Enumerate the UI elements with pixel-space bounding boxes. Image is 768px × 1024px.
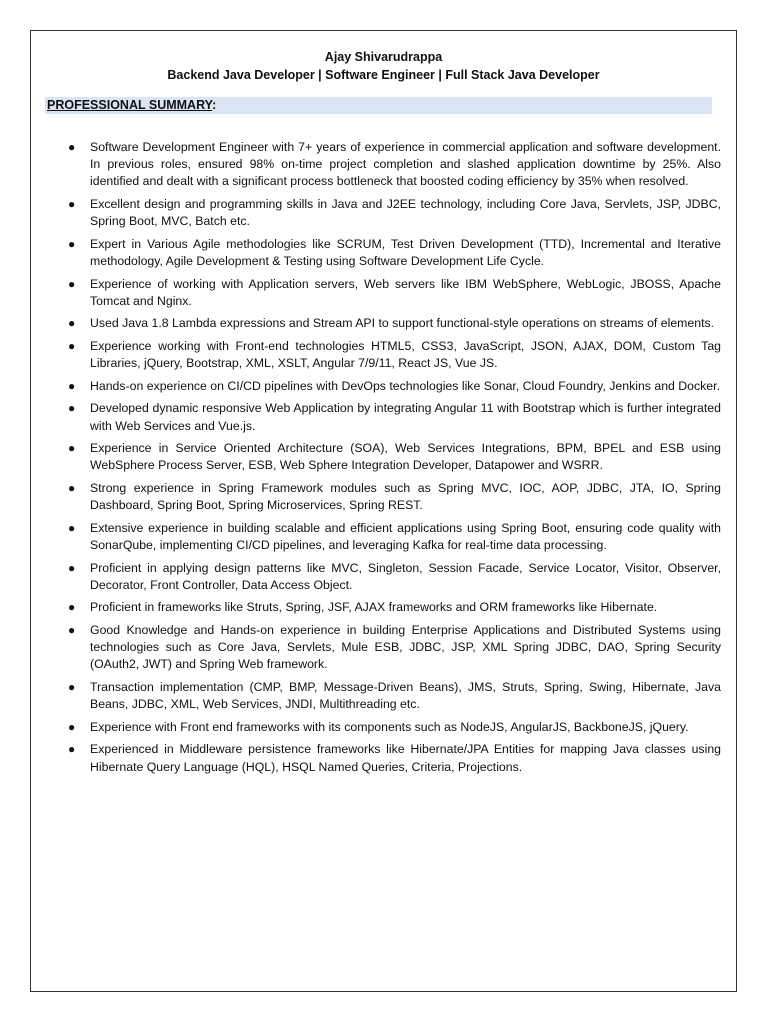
candidate-titles: Backend Java Developer | Software Engineer | Full Stack Java Developer [167,68,600,82]
summary-item-text: Experience of working with Application servers, Web servers like IBM WebSphere, WebLogic, JBOSS, Apache Tomcat and Nginx. [90,276,721,308]
bullet-icon: ● [68,560,76,575]
section-title-text: PROFESSIONAL SUMMARY [47,98,213,112]
summary-list-item [31,139,738,191]
summary-list-item [31,719,738,736]
summary-item-text: Transaction implementation (CMP, BMP, Message-Driven Beans), JMS, Struts, Spring, Swing, Hibernate, Java Beans, JDBC, XML, Web Services, JNDI, Multithreading etc. [90,679,721,712]
bullet-icon: ● [68,719,76,734]
candidate-name: Ajay Shivarudrappa [324,50,443,64]
section-title-colon: : [212,98,217,112]
bullet-icon: ● [68,600,76,615]
bullet-icon: ● [68,441,76,456]
summary-item-text: Used Java 1.8 Lambda expressions and Stream API to support functional-style operations on streams of elements. [90,316,715,331]
bullet-icon: ● [68,197,76,211]
summary-item-text: Proficient in frameworks like Struts, Spring, JSF, AJAX frameworks and ORM frameworks like Hibernate. [90,600,658,615]
bullet-icon: ● [68,338,76,353]
summary-item-text: Experience working with Front-end technologies HTML5, CSS3, JavaScript, JSON, AJAX, DOM, Custom Tag Libraries, jQuery, Bootstrap, XML, XSLT, Angular 7/9/11, React JS, Vue JS. [90,338,721,371]
summary-item-text: Good Knowledge and Hands-on experience in building Enterprise Applications and Distributed Systems using technologies such as Core Java, Servlets, Mule ESB, JDBC, JSP, XML Spring JDBC, DAO, Spring Security (OAuth2, JWT) and Spring Web framework. [90,622,721,672]
summary-list-item [31,276,738,310]
summary-list-item [31,400,738,434]
summary-list-item [31,338,738,372]
summary-item-text: Software Development Engineer with 7+ years of experience in commercial application and software development. In previous roles, ensured 98% on-time project completion and slashed application downtime by 25%. Also identified and dealt with a significant process bottleneck that boosted coding efficiency by 35% when resolved. [90,140,721,189]
summary-list-item [31,560,738,594]
section-title [47,98,216,112]
bullet-icon: ● [68,679,76,694]
summary-list-item [31,480,738,514]
summary-item-text: Experience in Service Oriented Architecture (SOA), Web Services Integrations, BPM, BPEL and ESB using WebSphere Process Server, ESB, Web Sphere Integration Developer, Datapower and WSRR. [90,441,721,473]
summary-item-text: Developed dynamic responsive Web Application by integrating Angular 11 with Bootstrap which is further integrated with Web Services and Vue.js. [90,401,721,433]
summary-list-item [31,679,738,713]
bullet-icon: ● [68,742,76,757]
summary-item-text: Hands-on experience on CI/CD pipelines with DevOps technologies like Sonar, Cloud Foundry, Jenkins and Docker. [90,378,720,393]
summary-item-text: Proficient in applying design patterns like MVC, Singleton, Session Facade, Service Locator, Visitor, Observer, Decorator, Front Controller, Data Access Object. [90,560,721,592]
summary-item-text: Expert in Various Agile methodologies like SCRUM, Test Driven Development (TTD), Incremental and Iterative methodology, Agile Development & Testing using Software Development Life Cycle. [90,236,721,268]
section-header-bar [45,97,712,114]
summary-list-item [31,378,738,395]
bullet-icon: ● [68,520,76,535]
bullet-icon: ● [68,316,76,331]
summary-list-item [31,196,738,230]
summary-list-item [31,741,738,775]
bullet-icon: ● [68,480,76,495]
summary-item-text: Strong experience in Spring Framework modules such as Spring MVC, IOC, AOP, JDBC, JTA, IO, Spring Dashboard, Spring Boot, Spring Microservices, Spring REST. [90,480,721,513]
summary-list-item [31,622,738,674]
summary-list-item [31,236,738,270]
bullet-icon: ● [68,622,76,637]
bullet-icon: ● [68,140,76,154]
summary-list-item [31,440,738,474]
bullet-icon: ● [68,401,76,416]
summary-item-text: Excellent design and programming skills in Java and J2EE technology, including Core Java, Servlets, JSP, JDBC, Spring Boot, MVC, Batch etc. [90,197,721,229]
bullet-icon: ● [68,276,76,291]
resume-page [30,30,737,992]
resume-header [31,31,736,84]
bullet-icon: ● [68,378,76,393]
bullet-icon: ● [68,236,76,251]
summary-item-text: Experienced in Middleware persistence frameworks like Hibernate/JPA Entities for mapping Java classes using Hibernate Query Language (HQL), HSQL Named Queries, Criteria, Projections. [90,742,721,774]
summary-list [31,139,738,781]
summary-item-text: Extensive experience in building scalable and efficient applications using Spring Boot, ensuring code quality with SonarQube, implementing CI/CD pipelines, and leveraging Kafka for real-time data processing. [90,520,721,552]
summary-list-item [31,520,738,554]
summary-list-item [31,599,738,616]
summary-item-text: Experience with Front end frameworks with its components such as NodeJS, AngularJS, BackboneJS, jQuery. [90,719,689,734]
summary-list-item [31,315,738,332]
